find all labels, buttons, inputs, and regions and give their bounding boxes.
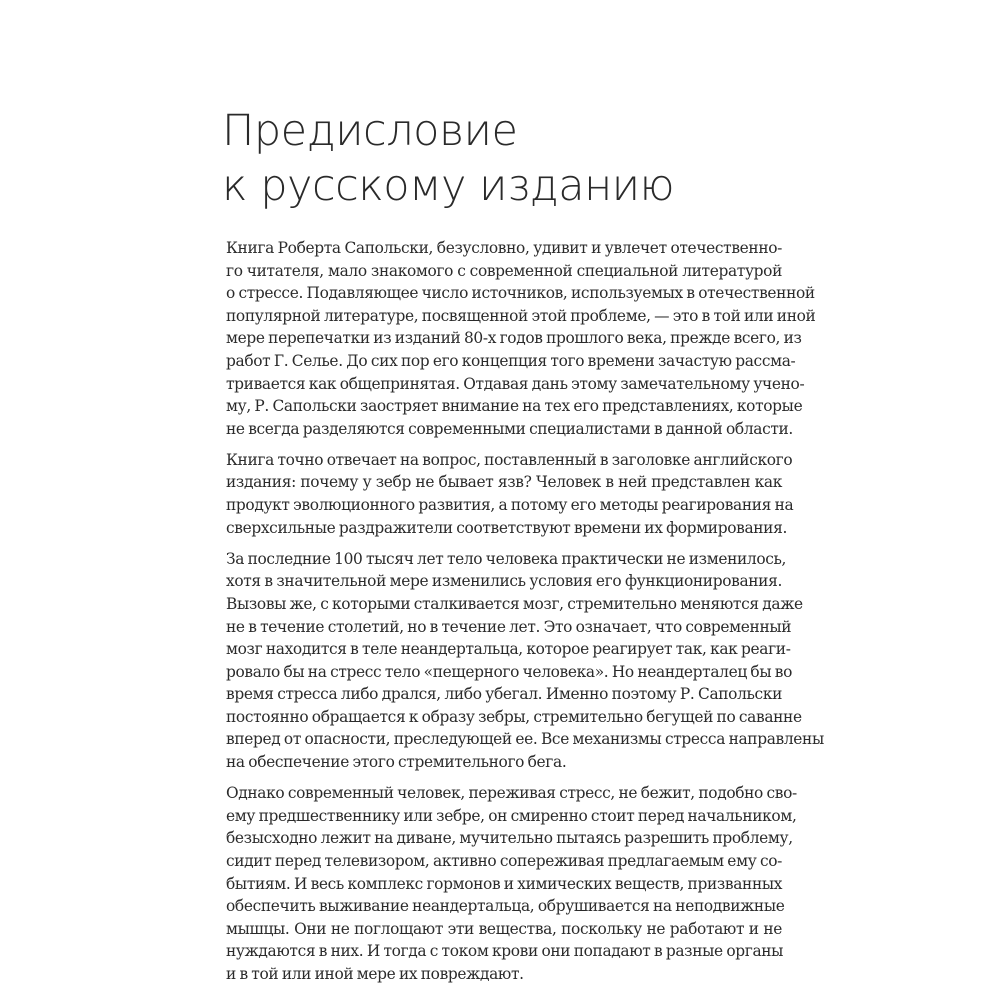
text-line: время стресса либо дрался, либо убегал. Именно поэтому Р. Сапольски	[226, 685, 782, 704]
body-text	[226, 237, 824, 994]
text-line: Однако современный человек, переживая стресс, не бежит, подобно сво-	[226, 784, 797, 803]
text-line: ему предшественнику или зебре, он смиренно стоит перед начальником,	[226, 806, 797, 825]
chapter-title-line-1: Предисловие	[222, 106, 518, 156]
text-line: издания: почему у зебр не бывает язв? Человек в ней представлен как	[226, 473, 782, 492]
text-line: безысходно лежит на диване, мучительно пытаясь разрешить проблему,	[226, 829, 793, 848]
text-line: сидит перед телевизором, активно сопереживая предлагаемым ему со-	[226, 851, 782, 870]
chapter-title-line-2: к русскому изданию	[222, 161, 675, 211]
text-line: и в той или иной мере их повреждают.	[226, 964, 524, 983]
text-line: вперед от опасности, преследующей ее. Все механизмы стресса направлены	[226, 730, 824, 749]
text-line: хотя в значительной мере изменились условия его функционирования.	[226, 572, 782, 591]
text-line: Книга точно отвечает на вопрос, поставленный в заголовке английского	[226, 450, 793, 469]
paragraph-2	[226, 449, 794, 539]
text-line: популярной литературе, посвященной этой проблеме, — это в той или иной	[226, 306, 816, 325]
text-line: Книга Роберта Сапольски, безусловно, удивит и увлечет отечественно-	[226, 239, 782, 257]
text-line: го читателя, мало знакомого с современной специальной литературой	[226, 261, 782, 280]
text-line: ровало бы на стресс тело «пещерного человека». Но неандерталец бы во	[226, 662, 793, 681]
paragraph-4	[226, 782, 797, 985]
paragraph-3	[226, 548, 824, 774]
text-line: постоянно обращается к образу зебры, стремительно бегущей по саванне	[226, 707, 802, 726]
text-line: не в течение столетий, но в течение лет. Это означает, что современный	[226, 617, 792, 636]
text-line: продукт эволюционного развития, а потому его методы реагирования на	[226, 496, 794, 515]
text-line: За последние 100 тысяч лет тело человека практически не изменилось,	[226, 549, 787, 568]
text-line: мозг находится в теле неандертальца, которое реагирует так, как реаги-	[226, 640, 791, 659]
text-line: на обеспечение этого стремительного бега.	[226, 753, 567, 772]
text-line: обеспечить выживание неандертальца, обрушивается на неподвижные	[226, 897, 785, 916]
text-line: сверхсильные раздражители соответствуют времени их формирования.	[226, 518, 787, 537]
text-line: мере перепечатки из изданий 80-х годов прошлого века, прежде всего, из	[226, 329, 802, 348]
text-line: му, Р. Сапольски заостряет внимание на тех его представлениях, которые	[226, 397, 803, 416]
text-line: нуждаются в них. И тогда с током крови они попадают в разные органы	[226, 942, 784, 961]
text-line: о стрессе. Подавляющее число источников, используемых в отечественной	[226, 284, 815, 303]
text-line: тривается как общепринятая. Отдавая дань этому замечательному учено-	[226, 374, 805, 393]
chapter-title	[222, 104, 822, 214]
text-line: не всегда разделяются современными специалистами в данной области.	[226, 419, 793, 438]
text-line: мышцы. Они не поглощают эти вещества, поскольку не работают и не	[226, 919, 782, 938]
text-line: работ Г. Селье. До сих пор его концепция того времени зачастую рассма-	[226, 351, 796, 370]
text-line: Вызовы же, с которыми сталкивается мозг, стремительно меняются даже	[226, 594, 803, 613]
paragraph-1	[226, 237, 816, 440]
text-line: бытиям. И весь комплекс гормонов и химических веществ, призванных	[226, 874, 783, 893]
